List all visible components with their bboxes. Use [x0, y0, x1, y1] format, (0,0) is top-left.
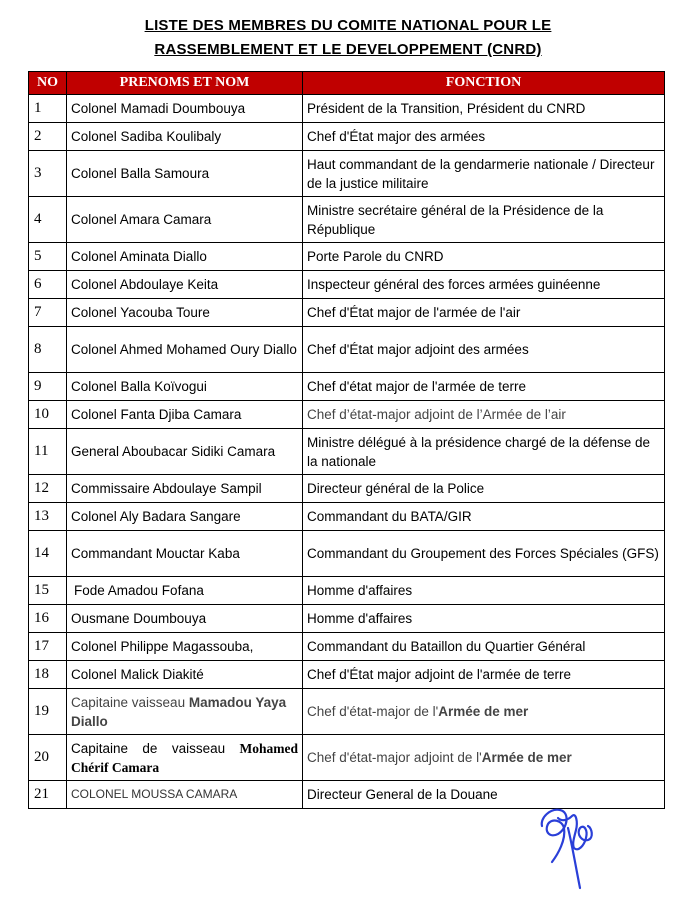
- member-function-prefix: Chef d'état-major adjoint de l': [307, 750, 482, 765]
- member-name: Colonel Fanta Djiba Camara: [67, 401, 303, 429]
- member-function: Président de la Transition, Président du CNRD: [303, 95, 665, 123]
- member-function: Commandant du Groupement des Forces Spéciales (GFS): [303, 531, 665, 577]
- table-row: [29, 299, 665, 327]
- member-function: Ministre secrétaire général de la Présidence de la République: [303, 197, 665, 243]
- table-row: [29, 661, 665, 689]
- member-function: Haut commandant de la gendarmerie nationale / Directeur de la justice militaire: [303, 151, 665, 197]
- table-row: [29, 633, 665, 661]
- title-line-2: RASSEMBLEMENT ET LE DEVELOPPEMENT (CNRD): [154, 41, 542, 58]
- member-function-prefix: Chef d'état-major de l': [307, 704, 439, 719]
- table-row: [29, 151, 665, 197]
- member-function: Chef d'État major adjoint de l'armée de terre: [303, 661, 665, 689]
- row-number: 3: [29, 151, 67, 197]
- row-number: 12: [29, 475, 67, 503]
- member-function: Homme d'affaires: [303, 605, 665, 633]
- row-number: 16: [29, 605, 67, 633]
- row-number: 1: [29, 95, 67, 123]
- row-number: 20: [29, 735, 67, 781]
- row-number: 17: [29, 633, 67, 661]
- member-name: Colonel Malick Diakité: [67, 661, 303, 689]
- table-row: [29, 373, 665, 401]
- row-number: 11: [29, 429, 67, 475]
- table-row: [29, 95, 665, 123]
- member-name: Colonel Ahmed Mohamed Oury Diallo: [67, 327, 303, 373]
- member-name: Commissaire Abdoulaye Sampil: [67, 475, 303, 503]
- row-number: 21: [29, 781, 67, 809]
- member-function: Chef d'État major adjoint des armées: [303, 327, 665, 373]
- member-function: Homme d'affaires: [303, 577, 665, 605]
- document-title: [0, 14, 696, 62]
- member-name: General Aboubacar Sidiki Camara: [67, 429, 303, 475]
- table-row: [29, 197, 665, 243]
- title-line-1: LISTE DES MEMBRES DU COMITE NATIONAL POUR LE: [144, 17, 552, 34]
- member-function: Inspecteur général des forces armées guinéenne: [303, 271, 665, 299]
- row-number: 15: [29, 577, 67, 605]
- row-number: 8: [29, 327, 67, 373]
- table-row: [29, 577, 665, 605]
- row-number: 5: [29, 243, 67, 271]
- table-header-row: [29, 72, 665, 95]
- row-number: 13: [29, 503, 67, 531]
- header-no: NO: [29, 72, 67, 95]
- member-function: [303, 689, 665, 735]
- member-name-bold: Mohamed Chérif Camara: [71, 740, 298, 775]
- member-name: Colonel Mamadi Doumbouya: [67, 95, 303, 123]
- member-name: Colonel Sadiba Koulibaly: [67, 123, 303, 151]
- member-name: Colonel Abdoulaye Keita: [67, 271, 303, 299]
- row-number: 7: [29, 299, 67, 327]
- member-name: [67, 735, 303, 781]
- row-number: 9: [29, 373, 67, 401]
- member-function: Chef d'état major de l'armée de terre: [303, 373, 665, 401]
- table-row: [29, 401, 665, 429]
- member-function-bold: Armée de mer: [481, 750, 572, 765]
- member-function: Chef d’état-major adjoint de l’Armée de l’air: [303, 401, 665, 429]
- row-number: 6: [29, 271, 67, 299]
- member-name: Colonel Philippe Magassouba,: [67, 633, 303, 661]
- row-number: 4: [29, 197, 67, 243]
- table-row: [29, 689, 665, 735]
- table-row: [29, 429, 665, 475]
- member-name: Colonel Yacouba Toure: [67, 299, 303, 327]
- table-row: [29, 271, 665, 299]
- member-function: Directeur général de la Police: [303, 475, 665, 503]
- member-function: Commandant du Bataillon du Quartier Général: [303, 633, 665, 661]
- member-function: Chef d'État major des armées: [303, 123, 665, 151]
- member-name-bold: Mamadou Yaya Diallo: [71, 694, 287, 729]
- member-name: Colonel Aly Badara Sangare: [67, 503, 303, 531]
- member-name: Colonel Aminata Diallo: [67, 243, 303, 271]
- row-number: 2: [29, 123, 67, 151]
- member-name-prefix: Capitaine vaisseau: [71, 694, 189, 710]
- table-row: [29, 243, 665, 271]
- table-row: [29, 123, 665, 151]
- member-function-bold: Armée de mer: [438, 704, 529, 719]
- member-name: Colonel Amara Camara: [67, 197, 303, 243]
- table-row: [29, 475, 665, 503]
- member-function: Porte Parole du CNRD: [303, 243, 665, 271]
- member-name: [67, 689, 303, 735]
- table-row: [29, 531, 665, 577]
- member-name: COLONEL MOUSSA CAMARA: [67, 781, 303, 809]
- member-function: Commandant du BATA/GIR: [303, 503, 665, 531]
- member-name-prefix: Capitaine de vaisseau: [71, 740, 240, 756]
- member-function: [303, 735, 665, 781]
- row-number: 19: [29, 689, 67, 735]
- table-row: [29, 735, 665, 781]
- handwritten-signature: [528, 798, 648, 898]
- members-table: [28, 71, 665, 809]
- signature-stroke: [542, 810, 592, 888]
- table-row: [29, 327, 665, 373]
- row-number: 18: [29, 661, 67, 689]
- member-function: Chef d'État major de l'armée de l'air: [303, 299, 665, 327]
- table-row: [29, 605, 665, 633]
- row-number: 10: [29, 401, 67, 429]
- member-name: Commandant Mouctar Kaba: [67, 531, 303, 577]
- table-row: [29, 503, 665, 531]
- header-name: PRENOMS ET NOM: [67, 72, 303, 95]
- row-number: 14: [29, 531, 67, 577]
- member-name: Colonel Balla Samoura: [67, 151, 303, 197]
- member-name: Fode Amadou Fofana: [67, 577, 303, 605]
- member-function: Directeur General de la Douane: [303, 781, 665, 809]
- member-function: Ministre délégué à la présidence chargé de la défense de la nationale: [303, 429, 665, 475]
- member-name: Ousmane Doumbouya: [67, 605, 303, 633]
- member-name: Colonel Balla Koïvogui: [67, 373, 303, 401]
- header-function: FONCTION: [303, 72, 665, 95]
